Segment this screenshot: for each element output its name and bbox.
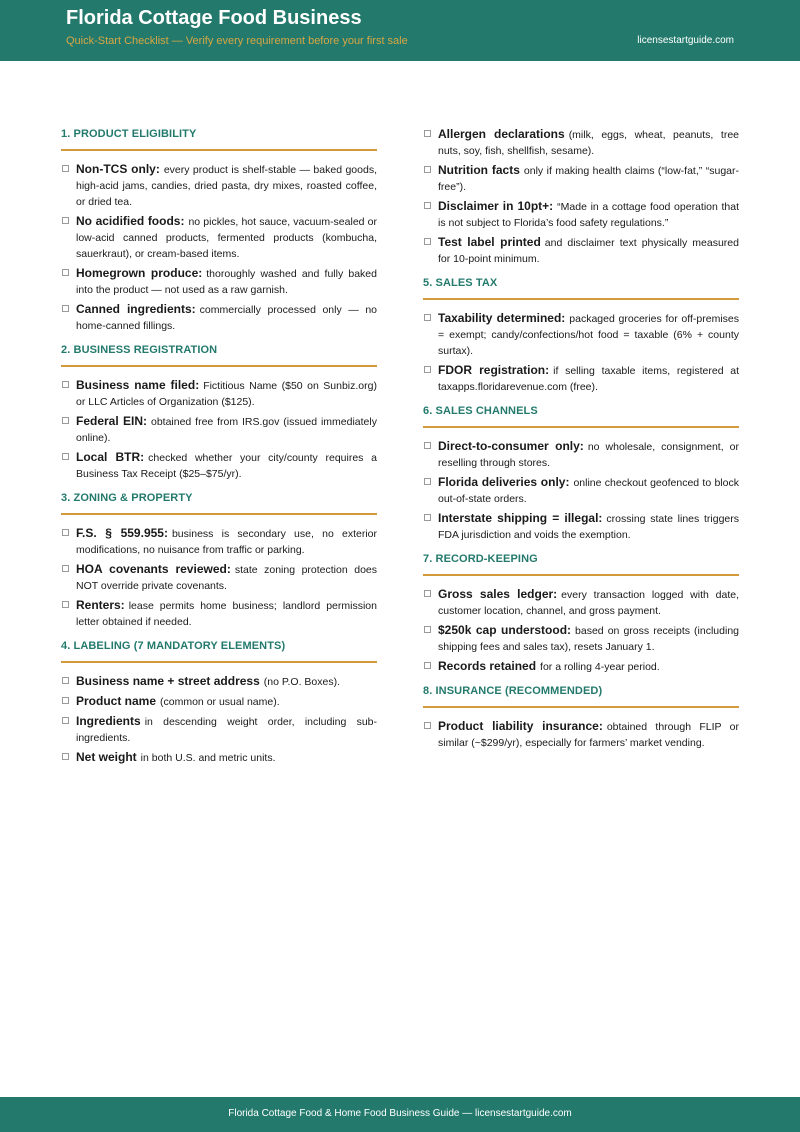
checklist-item: [61, 265, 377, 298]
item-lead: Federal EIN:: [76, 414, 147, 428]
item-text: “Made in a cottage food operation that is not subject to Florida’s food safety regulations.”: [438, 201, 739, 229]
item-lead: Taxability determined:: [438, 311, 566, 325]
checkbox-icon[interactable]: [62, 529, 69, 536]
checklist-item: [423, 474, 739, 507]
checklist-section: [61, 492, 377, 630]
item-lead: $250k cap understood:: [438, 623, 572, 637]
checkbox-icon[interactable]: [62, 217, 69, 224]
item-text: every product is shelf-stable — baked goods, high-acid jams, candies, dried pasta, dry mixes, roasted coffee, or dried tea.: [76, 164, 377, 208]
checklist-item: [61, 713, 377, 746]
item-lead: F.S. § 559.955:: [76, 526, 168, 540]
item-text: Fictitious Name ($50 on Sunbiz.org) or LLC Articles of Organization ($125).: [76, 380, 377, 408]
item-text: in descending weight order, including sub-ingredients.: [76, 716, 377, 744]
checkbox-icon[interactable]: [62, 697, 69, 704]
checkbox-icon[interactable]: [424, 130, 431, 137]
item-lead: Disclaimer in 10pt+:: [438, 199, 554, 213]
checklist-section: [423, 126, 739, 267]
checklist-item: [423, 622, 739, 655]
section-title: 3. ZONING & PROPERTY: [61, 492, 377, 515]
item-lead: Gross sales ledger:: [438, 587, 558, 601]
item-text: no wholesale, consignment, or reselling through stores.: [438, 441, 739, 469]
header-site-link: licensestartguide.com: [637, 35, 734, 46]
checkbox-icon[interactable]: [424, 366, 431, 373]
item-lead: Non-TCS only:: [76, 162, 160, 176]
item-lead: FDOR registration:: [438, 363, 550, 377]
checklist-section: [61, 640, 377, 766]
checklist-item: [61, 449, 377, 482]
page-header: [0, 0, 800, 61]
checklist-item: [423, 162, 739, 195]
section-title: 5. SALES TAX: [423, 277, 739, 300]
checklist-section: [423, 277, 739, 395]
checkbox-icon[interactable]: [424, 478, 431, 485]
checklist-item: [423, 718, 739, 751]
checkbox-icon[interactable]: [62, 305, 69, 312]
checklist-item: [423, 586, 739, 619]
item-lead: Net weight: [76, 750, 137, 764]
checklist-section: [423, 553, 739, 675]
left-column: [61, 126, 377, 776]
item-text: obtained through FLIP or similar (~$299/yr), especially for farmers’ market vending.: [438, 721, 739, 749]
checklist-section: [423, 685, 739, 751]
checklist-item: [61, 673, 377, 690]
checklist-item: [61, 597, 377, 630]
item-lead: Renters:: [76, 598, 125, 612]
item-lead: Local BTR:: [76, 450, 145, 464]
right-column: [423, 126, 739, 761]
checklist-item: [61, 413, 377, 446]
item-lead: Business name + street address: [76, 674, 260, 688]
item-lead: Ingredients: [76, 714, 141, 728]
checkbox-icon[interactable]: [62, 601, 69, 608]
checklist-item: [423, 438, 739, 471]
checklist-section: [61, 344, 377, 482]
section-title: 2. BUSINESS REGISTRATION: [61, 344, 377, 367]
item-text: commercially processed only — no home-canned fillings.: [76, 304, 378, 332]
checklist-item: [61, 749, 377, 766]
checklist-item: [423, 126, 739, 159]
item-lead: Allergen declarations: [438, 127, 565, 141]
checkbox-icon[interactable]: [424, 202, 431, 209]
checkbox-icon[interactable]: [424, 238, 431, 245]
checkbox-icon[interactable]: [62, 753, 69, 760]
checklist-item: [423, 362, 739, 395]
item-lead: Interstate shipping = illegal:: [438, 511, 603, 525]
item-text: and disclaimer text physically measured for 10-point minimum.: [438, 237, 739, 265]
item-text: (no P.O. Boxes).: [263, 676, 341, 688]
item-text: in both U.S. and metric units.: [140, 752, 276, 764]
section-title: 4. LABELING (7 MANDATORY ELEMENTS): [61, 640, 377, 663]
item-text: lease permits home business; landlord permission letter obtained if needed.: [76, 600, 377, 628]
checkbox-icon[interactable]: [424, 722, 431, 729]
item-lead: Records retained: [438, 659, 537, 673]
item-lead: Florida deliveries only:: [438, 475, 570, 489]
checkbox-icon[interactable]: [424, 590, 431, 597]
checklist-item: [61, 561, 377, 594]
checkbox-icon[interactable]: [62, 269, 69, 276]
checklist-item: [61, 525, 377, 558]
item-text: state zoning protection does NOT override private covenants.: [76, 564, 377, 592]
checklist-item: [61, 161, 377, 210]
page-title: Florida Cottage Food Business: [66, 7, 362, 29]
checkbox-icon[interactable]: [62, 453, 69, 460]
checklist-item: [423, 198, 739, 231]
item-text: checked whether your city/county requires a Business Tax Receipt ($25–$75/yr).: [76, 452, 377, 480]
item-text: business is secondary use, no exterior modifications, no nuisance from traffic or parking.: [76, 528, 378, 556]
checklist-item: [423, 658, 739, 675]
checklist-item: [423, 310, 739, 359]
item-lead: Product name: [76, 694, 157, 708]
checkbox-icon[interactable]: [424, 166, 431, 173]
item-text: online checkout geofenced to block out-of-state orders.: [438, 477, 739, 505]
item-lead: Homegrown produce:: [76, 266, 203, 280]
item-lead: Direct-to-consumer only:: [438, 439, 584, 453]
section-title: 6. SALES CHANNELS: [423, 405, 739, 428]
checkbox-icon[interactable]: [424, 314, 431, 321]
item-lead: No acidified foods:: [76, 214, 185, 228]
checklist-item: [423, 234, 739, 267]
item-lead: Business name filed:: [76, 378, 200, 392]
checklist-item: [61, 377, 377, 410]
checkbox-icon[interactable]: [62, 677, 69, 684]
item-lead: Canned ingredients:: [76, 302, 196, 316]
item-text: obtained free from IRS.gov (issued immediately online).: [76, 416, 377, 444]
item-text: every transaction logged with date, customer location, channel, and gross payment.: [438, 589, 739, 617]
checkbox-icon[interactable]: [62, 165, 69, 172]
checkbox-icon[interactable]: [424, 514, 431, 521]
checkbox-icon[interactable]: [62, 381, 69, 388]
section-title: 1. PRODUCT ELIGIBILITY: [61, 128, 377, 151]
item-text: if selling taxable items, registered at taxapps.floridarevenue.com (free).: [438, 365, 739, 393]
item-lead: Test label printed: [438, 235, 541, 249]
item-text: only if making health claims (“low-fat,” “sugar-free”).: [438, 165, 739, 193]
item-text: (common or usual name).: [160, 696, 280, 708]
section-title: 7. RECORD-KEEPING: [423, 553, 739, 576]
item-text: thoroughly washed and fully baked into the product — not used as a raw garnish.: [76, 268, 377, 296]
checkbox-icon[interactable]: [424, 626, 431, 633]
item-lead: HOA covenants reviewed:: [76, 562, 231, 576]
checkbox-icon[interactable]: [424, 442, 431, 449]
checkbox-icon[interactable]: [62, 417, 69, 424]
checklist-section: [423, 405, 739, 543]
section-title: 8. INSURANCE (RECOMMENDED): [423, 685, 739, 708]
checkbox-icon[interactable]: [62, 565, 69, 572]
item-text: no pickles, hot sauce, vacuum-sealed or low-acid canned products, fermented products (kombucha, sauerkraut), or cream-based items.: [76, 216, 377, 260]
item-text: for a rolling 4-year period.: [540, 661, 660, 673]
page-footer: Florida Cottage Food & Home Food Business Guide — licensestartguide.com: [0, 1097, 800, 1132]
checkbox-icon[interactable]: [62, 717, 69, 724]
checklist-item: [423, 510, 739, 543]
item-text: (milk, eggs, wheat, peanuts, tree nuts, soy, fish, shellfish, sesame).: [438, 129, 739, 157]
item-lead: Nutrition facts: [438, 163, 520, 177]
item-text: packaged groceries for off-premises = exempt; candy/confections/hot food = taxable (6% + county surtax).: [438, 313, 739, 357]
item-lead: Product liability insurance:: [438, 719, 603, 733]
checklist-item: [61, 301, 377, 334]
checklist-item: [61, 693, 377, 710]
checkbox-icon[interactable]: [424, 662, 431, 669]
item-text: based on gross receipts (including shipping fees and sales tax), resets January 1.: [438, 625, 739, 653]
checklist-item: [61, 213, 377, 262]
item-text: crossing state lines triggers FDA jurisdiction and voids the exemption.: [438, 513, 739, 541]
checklist-section: [61, 128, 377, 334]
page-subtitle: Quick-Start Checklist — Verify every requirement before your first sale: [66, 35, 408, 47]
